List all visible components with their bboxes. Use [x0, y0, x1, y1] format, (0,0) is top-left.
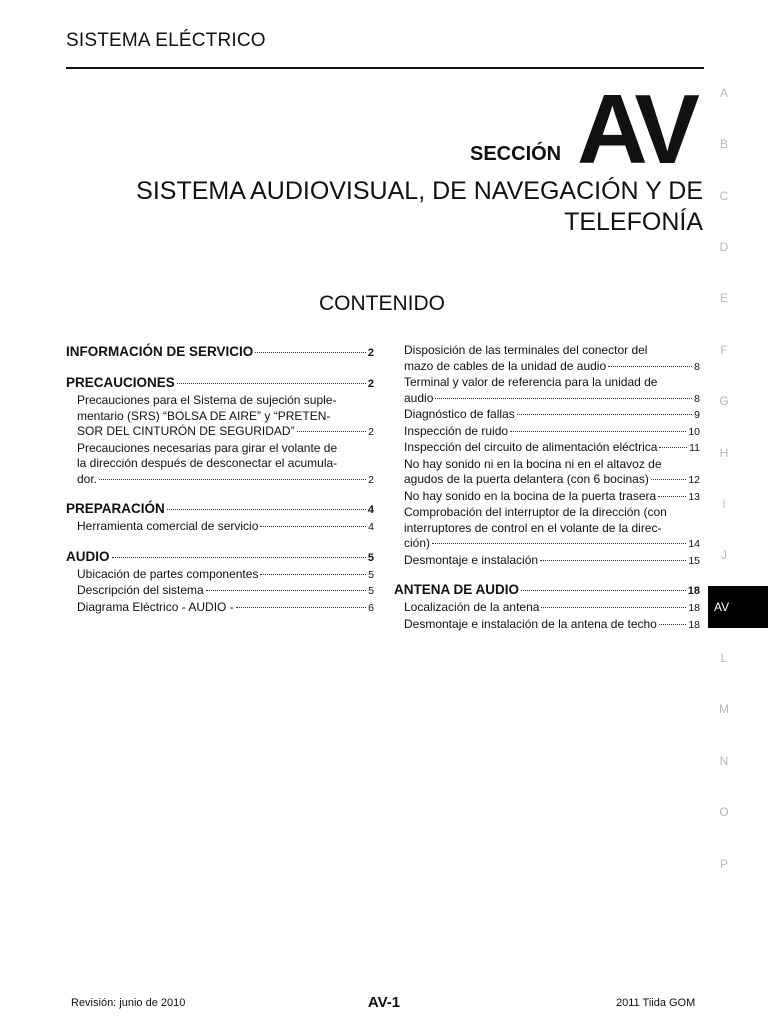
side-tab-o[interactable]: O	[719, 805, 729, 819]
side-tab-h[interactable]: H	[719, 446, 729, 460]
section-title	[63, 176, 703, 238]
side-tab-c[interactable]: C	[719, 189, 729, 203]
toc-entry-title: INFORMACIÓN DE SERVICIO	[66, 344, 254, 359]
side-tab-f[interactable]: F	[720, 343, 728, 357]
toc-entry[interactable]	[394, 440, 700, 457]
side-tab-active[interactable]	[708, 586, 768, 628]
side-tab-m[interactable]: M	[719, 702, 729, 716]
toc-entry[interactable]	[394, 407, 700, 424]
toc-entry-title: ANTENA DE AUDIO	[394, 582, 520, 597]
toc-page-number: 2	[367, 378, 374, 390]
toc-entry-text: Disposición de las terminales del conector del	[404, 343, 648, 357]
toc-entry-title: Herramienta comercial de servicio	[77, 519, 259, 533]
toc-entry-title: SOR DEL CINTURÓN DE SEGURIDAD”	[77, 424, 295, 438]
toc-section-entry[interactable]	[394, 581, 700, 600]
dot-leader	[260, 526, 366, 527]
toc-entry-title: dor.	[77, 471, 98, 486]
toc-entry-title: Desmontaje e instalación de la antena de techo	[404, 616, 657, 631]
section-title-line1: SISTEMA AUDIOVISUAL, DE NAVEGACIÓN Y DE	[136, 177, 703, 205]
toc-entry[interactable]	[394, 600, 700, 617]
toc-entry-text: Comprobación del interruptor de la dirección (con	[404, 505, 667, 519]
dot-leader	[206, 590, 366, 591]
toc-section-entry[interactable]	[66, 374, 374, 393]
toc-entry[interactable]	[66, 441, 374, 489]
side-tab-p[interactable]: P	[719, 857, 728, 871]
toc-entry-text: la dirección después de desconectar el acumula-	[77, 456, 338, 470]
toc-right-column	[394, 343, 700, 633]
toc-entry-title: Ubicación de partes componentes	[77, 566, 259, 581]
side-tab-i[interactable]: I	[722, 497, 726, 511]
footer-model: 2011 Tiida GOM	[616, 997, 696, 1009]
dot-leader	[260, 574, 366, 575]
toc-page-number: 10	[688, 425, 700, 438]
toc-page-number: 9	[694, 409, 700, 421]
toc-entry-title: Inspección de ruido	[404, 423, 509, 438]
toc-entry[interactable]	[394, 489, 700, 506]
toc-page-number: 6	[368, 601, 374, 614]
toc-page-number: 11	[689, 442, 700, 454]
dot-leader	[435, 398, 692, 399]
dot-leader	[297, 431, 367, 432]
toc-page-number: 12	[688, 474, 700, 486]
toc-entry-title: Desmontaje e instalación	[404, 552, 539, 567]
section-title-line2: TELEFONÍA	[564, 208, 703, 236]
dot-leader	[651, 479, 686, 480]
toc-entry-title: AUDIO	[66, 548, 110, 564]
toc-entry[interactable]	[66, 600, 374, 617]
toc-page-number: 4	[368, 521, 374, 533]
dot-leader	[540, 560, 686, 561]
toc-section-entry[interactable]	[66, 548, 374, 567]
side-tab-e[interactable]: E	[719, 291, 728, 305]
toc-entry-text: No hay sonido ni en la bocina ni en el altavoz de	[404, 456, 662, 471]
dot-leader	[541, 607, 686, 608]
dot-leader	[659, 624, 686, 625]
toc-entry-title: PRECAUCIONES	[66, 375, 175, 390]
dot-leader	[112, 557, 366, 558]
toc-entry-title: Diagnóstico de fallas	[404, 407, 515, 421]
dot-leader	[510, 431, 686, 432]
section-label: SECCIÓN	[470, 143, 562, 165]
toc-page-number: 5	[367, 551, 374, 564]
toc-page-number: 5	[368, 585, 374, 597]
header-title: SISTEMA ELÉCTRICO	[66, 30, 266, 51]
dot-leader	[432, 543, 686, 544]
side-tab-l[interactable]: L	[720, 651, 728, 665]
toc-page-number: 4	[367, 504, 374, 516]
toc-page-number: 8	[694, 360, 700, 373]
side-tab-b[interactable]: B	[719, 137, 728, 151]
toc-page-number: 5	[368, 568, 374, 581]
toc-page-number: 18	[688, 618, 700, 631]
toc-page-number: 15	[688, 554, 700, 567]
dot-leader	[659, 447, 687, 448]
toc-page-number: 8	[694, 392, 700, 405]
dot-leader	[177, 383, 366, 384]
dot-leader	[658, 496, 686, 497]
toc-entry[interactable]	[66, 567, 374, 584]
header-rule	[66, 67, 704, 69]
toc-entry[interactable]	[394, 505, 700, 553]
toc-entry-title: mazo de cables de la unidad de audio	[404, 358, 607, 373]
toc-section-entry[interactable]	[66, 343, 374, 362]
toc-entry-title: Descripción del sistema	[77, 583, 204, 597]
dot-leader	[236, 607, 366, 608]
dot-leader	[517, 414, 692, 415]
toc-entry[interactable]	[394, 617, 700, 634]
side-tab-d[interactable]: D	[719, 240, 729, 254]
toc-entry-title: ción)	[404, 536, 431, 550]
side-tab-a[interactable]: A	[719, 86, 728, 100]
toc-entry[interactable]	[66, 583, 374, 600]
toc-page-number: 2	[367, 347, 374, 359]
footer-page-code: AV-1	[367, 994, 401, 1011]
toc-page-number: 13	[688, 490, 700, 503]
toc-entry-title: Inspección del circuito de alimentación eléctrica	[404, 440, 658, 454]
toc-page-number: 18	[687, 585, 700, 597]
toc-page-number: 2	[368, 426, 374, 438]
side-tab-j[interactable]: J	[721, 548, 727, 562]
side-tab-label: AV	[714, 600, 730, 614]
toc-entry-text: Terminal y valor de referencia para la unidad de	[404, 375, 658, 389]
toc-entry[interactable]	[66, 393, 374, 441]
side-tab-n[interactable]: N	[719, 754, 729, 768]
toc-entry[interactable]	[66, 519, 374, 536]
side-tab-g[interactable]: G	[719, 394, 729, 408]
toc-entry-text: mentario (SRS) “BOLSA DE AIRE” y “PRETEN-	[77, 408, 331, 423]
toc-entry-title: No hay sonido en la bocina de la puerta trasera	[404, 488, 657, 503]
toc-page-number: 14	[688, 538, 700, 550]
toc-entry[interactable]	[394, 457, 700, 489]
toc-entry-text: Precauciones necesarias para girar el volante de	[77, 440, 338, 455]
toc-left-column	[66, 343, 374, 616]
toc-page-number: 2	[368, 473, 374, 486]
toc-entry-title: agudos de la puerta delantera (con 6 bocinas)	[404, 472, 649, 486]
toc-entry-title: PREPARACIÓN	[66, 501, 165, 516]
toc-entry-title: Diagrama Eléctrico - AUDIO -	[77, 599, 234, 614]
section-code: AV	[577, 74, 694, 184]
dot-leader	[255, 352, 366, 353]
toc-entry-title: audio	[404, 390, 434, 405]
dot-leader	[99, 479, 366, 480]
toc-entry-text: interruptores de control en el volante de la direc-	[404, 520, 662, 535]
toc-entry-title: Localización de la antena	[404, 600, 540, 614]
toc-section-entry[interactable]	[66, 500, 374, 519]
contents-heading: CONTENIDO	[319, 292, 445, 315]
toc-entry[interactable]	[394, 424, 700, 441]
toc-entry[interactable]	[394, 553, 700, 570]
dot-leader	[167, 509, 366, 510]
toc-entry-text: Precauciones para el Sistema de sujeción suple-	[77, 393, 337, 407]
toc-entry[interactable]	[394, 343, 700, 375]
dot-leader	[608, 366, 692, 367]
toc-page-number: 18	[688, 602, 700, 614]
toc-entry[interactable]	[394, 375, 700, 407]
footer-revision: Revisión: junio de 2010	[71, 997, 186, 1009]
dot-leader	[521, 590, 686, 591]
